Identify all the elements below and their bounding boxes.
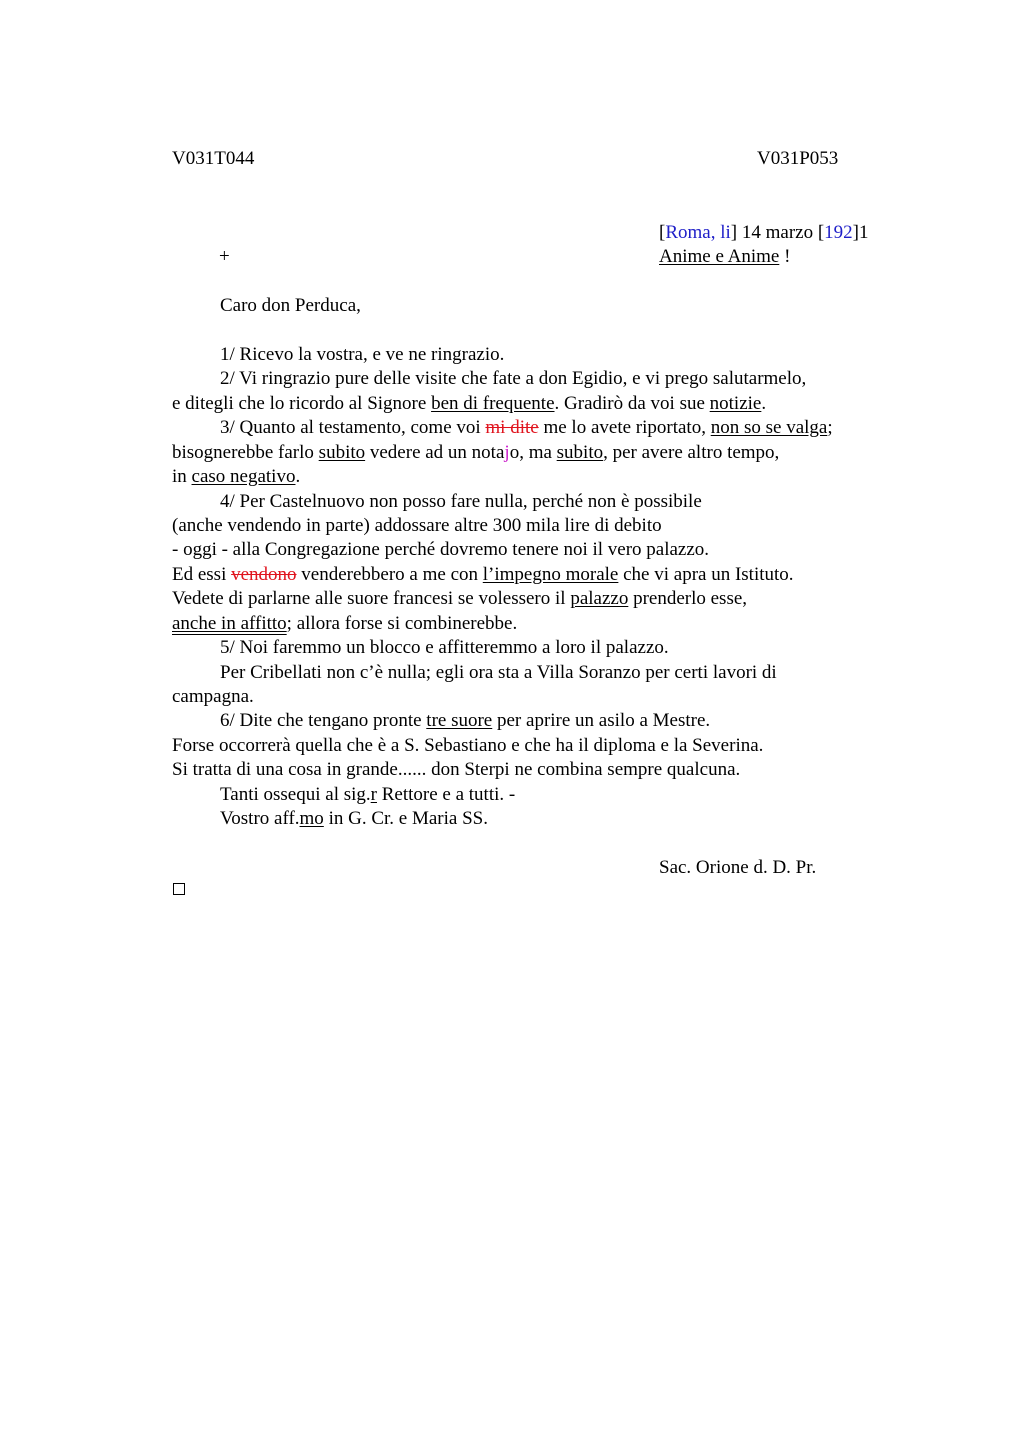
- paragraph-5: 5/ Noi faremmo un blocco e affitteremmo a loro il palazzo.: [220, 637, 669, 658]
- signature: Sac. Orione d. D. Pr.: [659, 857, 817, 878]
- paragraph-4-line-4: Ed essi vendono venderebbero a me con l’impegno morale che vi apra un Istituto.: [172, 564, 794, 585]
- deleted-text: vendono: [231, 564, 297, 585]
- paragraph-4-line-5: Vedete di parlarne alle suore francesi se volessero il palazzo prenderlo esse,: [172, 588, 748, 609]
- dateline-place: Roma, li: [665, 222, 731, 243]
- paragraph-6-line-1: 6/ Dite che tengano pronte tre suore per aprire un asilo a Mestre.: [220, 710, 711, 731]
- closing-line-1: Tanti ossequi al sig.r Rettore e a tutti. -: [220, 784, 516, 805]
- paragraph-6-line-2: Forse occorrerà quella che è a S. Sebastiano e che ha il diploma e la Severina.: [172, 735, 764, 756]
- paragraph-5b-line-1: Per Cribellati non c’è nulla; egli ora sta a Villa Soranzo per certi lavori di: [220, 662, 777, 683]
- paragraph-4-line-1: 4/ Per Castelnuovo non posso fare nulla, perché non è possibile: [220, 491, 702, 512]
- dateline-year-part: 192: [824, 222, 853, 243]
- salutation: Caro don Perduca,: [220, 295, 361, 316]
- paragraph-5b-line-2: campagna.: [172, 686, 254, 707]
- paragraph-6-line-3: Si tratta di una cosa in grande...... don Sterpi ne combina sempre qualcuna.: [172, 759, 741, 780]
- paragraph-3-line-3: in caso negativo.: [172, 466, 301, 487]
- paragraph-3-line-2: bisognerebbe farlo subito vedere ad un notajo, ma subito, per avere altro tempo,: [172, 442, 780, 463]
- empty-square-icon: [173, 883, 185, 895]
- paragraph-4-line-6: anche in affitto; allora forse si combinerebbe.: [172, 613, 518, 634]
- inserted-letter: j: [504, 442, 510, 463]
- document-code-right: V031P053: [757, 148, 839, 169]
- closing-line-2: Vostro aff.mo in G. Cr. e Maria SS.: [220, 808, 488, 829]
- motto: Anime e Anime !: [659, 246, 791, 267]
- paragraph-4-line-2: (anche vendendo in parte) addossare altre 300 mila lire di debito: [172, 515, 662, 536]
- cross-symbol: +: [219, 246, 230, 267]
- paragraph-4-line-3: - oggi - alla Congregazione perché dovremo tenere noi il vero palazzo.: [172, 539, 710, 560]
- dateline: [Roma, li] 14 marzo [192]1: [659, 222, 869, 243]
- paragraph-1: 1/ Ricevo la vostra, e ve ne ringrazio.: [220, 344, 505, 365]
- deleted-text: mi dite: [485, 417, 539, 438]
- paragraph-2-line-1: 2/ Vi ringrazio pure delle visite che fate a don Egidio, e vi prego salutarmelo,: [220, 368, 807, 389]
- document-code-left: V031T044: [172, 148, 255, 169]
- paragraph-3-line-1: 3/ Quanto al testamento, come voi mi dite me lo avete riportato, non so se valga;: [220, 417, 833, 438]
- paragraph-2-line-2: e ditegli che lo ricordo al Signore ben di frequente. Gradirò da voi sue notizie.: [172, 393, 767, 414]
